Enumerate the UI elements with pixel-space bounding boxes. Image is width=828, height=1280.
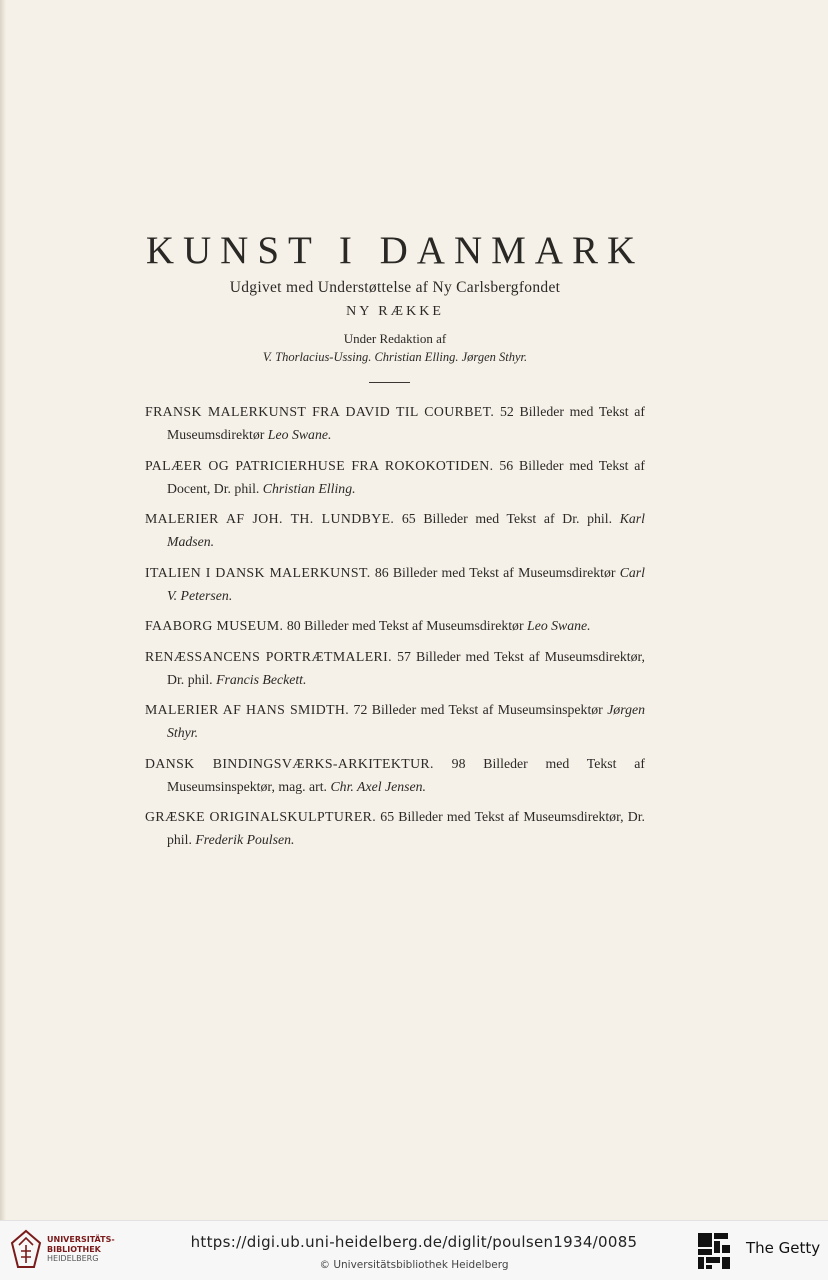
entry-author: Chr. Axel Jensen. [330, 778, 427, 794]
list-item [145, 698, 645, 744]
entry-description: 57 Billeder med Tekst af Museumsdirektør, Dr. phil. [167, 648, 645, 687]
entry-author: Carl V. Petersen. [167, 564, 645, 603]
getty-logo-icon[interactable] [696, 1231, 732, 1271]
entry-author: Francis Beckett. [216, 671, 307, 687]
permalink-url[interactable]: https://digi.ub.uni-heidelberg.de/diglit/poulsen1934/0085 [190, 1233, 638, 1251]
entry-author: Christian Elling. [262, 480, 356, 496]
list-item [145, 752, 645, 798]
list-item [145, 400, 645, 446]
series-label: NY RÆKKE [346, 304, 444, 319]
entry-description: 80 Billeder med Tekst af Museumsdirektør [283, 618, 528, 633]
entry-author: Leo Swane. [527, 618, 591, 633]
entry-description: 65 Billeder med Tekst af Museumsdirektør, Dr. phil. [167, 809, 645, 847]
entry-title: DANSK BINDINGSVÆRKS-ARKITEKTUR. [145, 755, 434, 771]
list-item [145, 614, 645, 637]
list-item [145, 645, 645, 691]
entry-description: 86 Billeder med Tekst af Museumsdirektør [370, 564, 620, 580]
university-line3: HEIDELBERG [47, 1254, 99, 1263]
entry-description: 72 Billeder med Tekst af Museumsinspektør [349, 702, 608, 717]
entry-description: 52 Billeder med Tekst af Museumsdirektør [167, 404, 645, 442]
entry-author: Karl Madsen. [167, 511, 645, 549]
entry-title: PALÆER OG PATRICIERHUSE FRA ROKOKOTIDEN. [145, 457, 494, 473]
editors-list: V. Thorlacius-Ussing. Christian Elling. Jørgen Sthyr. [262, 350, 528, 364]
entry-title: FRANSK MALERKUNST FRA DAVID TIL COURBET. [145, 404, 495, 419]
entry-author: Leo Swane. [267, 427, 332, 442]
page-spine-shadow [0, 0, 6, 1220]
editorial-label: Under Redaktion af [343, 331, 447, 346]
publication-list [145, 400, 645, 859]
entry-title: MALERIER AF HANS SMIDTH. [145, 702, 350, 717]
copyright-notice: © Universitätsbibliothek Heidelberg [319, 1259, 509, 1271]
list-item [145, 454, 645, 500]
divider [369, 382, 410, 383]
university-line2: BIBLIOTHEK [47, 1244, 101, 1254]
entry-title: ITALIEN I DANSK MALERKUNST. [145, 564, 371, 580]
entry-author: Jørgen Sthyr. [167, 702, 645, 740]
list-item [145, 805, 645, 851]
entry-description: 65 Billeder med Tekst af Dr. phil. [394, 511, 620, 526]
university-line1: UNIVERSITÄTS- [47, 1235, 115, 1244]
entry-title: MALERIER AF JOH. TH. LUNDBYE. [145, 511, 395, 526]
entry-title: RENÆSSANCENS PORTRÆTMALERI. [145, 648, 392, 664]
list-item [145, 561, 645, 607]
subtitle: Udgivet med Understøttelse af Ny Carlsbergfondet [229, 279, 561, 296]
entry-author: Frederik Poulsen. [195, 832, 295, 847]
entry-description: 56 Billeder med Tekst af Docent, Dr. phil. [167, 457, 645, 496]
page-title: KUNST I DANMARK [145, 229, 645, 272]
getty-label[interactable]: The Getty [746, 1239, 821, 1257]
entry-title: FAABORG MUSEUM. [145, 618, 284, 633]
list-item [145, 507, 645, 553]
entry-description: 98 Billeder med Tekst af Museumsinspektør, mag. art. [167, 755, 645, 794]
viewer-footer [0, 1220, 828, 1280]
entry-title: GRÆSKE ORIGINALSKULPTURER. [145, 809, 377, 824]
